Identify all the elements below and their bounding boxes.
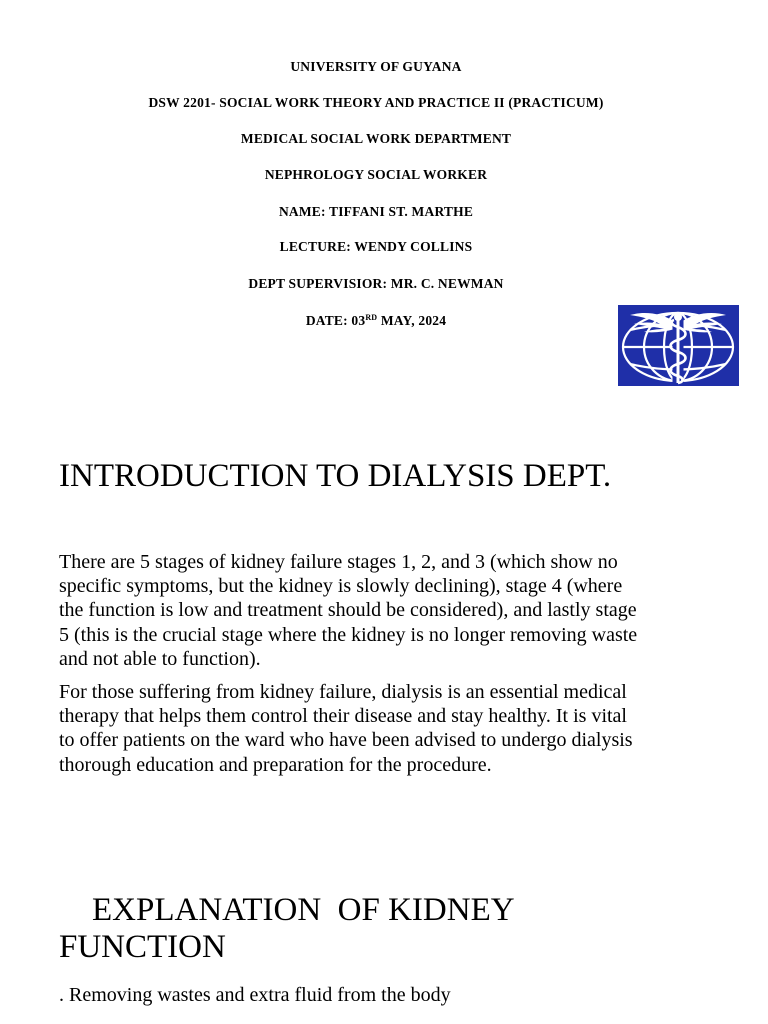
explanation-heading-line: FUNCTION: [59, 929, 226, 965]
student-name: NAME: TIFFANI ST. MARTHE: [278, 204, 474, 219]
explanation-heading-line: EXPLANATION OF KIDNEY: [59, 892, 515, 928]
intro-heading: INTRODUCTION TO DIALYSIS DEPT.: [59, 458, 612, 494]
role-title: NEPHROLOGY SOCIAL WORKER: [264, 167, 488, 182]
date-suffix: MAY, 2024: [377, 313, 447, 328]
university-name: UNIVERSITY OF GUYANA: [290, 59, 462, 74]
paragraph-line: to offer patients on the ward who have been advised to undergo dialysis: [59, 729, 633, 752]
paragraph-line: 5 (this is the crucial stage where the kidney is no longer removing waste: [59, 623, 638, 646]
date-ordinal: RD: [365, 313, 378, 322]
paragraph-line: There are 5 stages of kidney failure stages 1, 2, and 3 (which show no: [59, 551, 618, 573]
intro-paragraph-stages: [59, 550, 719, 671]
paragraph-line: For those suffering from kidney failure, dialysis is an essential medical: [59, 681, 627, 703]
course-title: DSW 2201- SOCIAL WORK THEORY AND PRACTICE II (PRACTICUM): [148, 95, 604, 110]
paragraph-line: thorough education and preparation for the procedure.: [59, 753, 492, 776]
paragraph-line: specific symptoms, but the kidney is slowly declining), stage 4 (where: [59, 575, 623, 598]
intro-paragraph-dialysis: [59, 680, 719, 777]
department-name: MEDICAL SOCIAL WORK DEPARTMENT: [240, 131, 512, 146]
date-prefix: DATE: 03: [305, 313, 366, 328]
medical-logo: [618, 305, 739, 386]
paragraph-line: therapy that helps them control their disease and stay healthy. It is vital: [59, 705, 627, 728]
kidney-function-item: . Removing wastes and extra fluid from the body: [59, 984, 451, 1006]
paragraph-line: the function is low and treatment should be considered), and lastly stage: [59, 599, 637, 622]
caduceus-globe-icon: [618, 305, 739, 386]
lecturer-name: LECTURE: WENDY COLLINS: [279, 239, 473, 254]
paragraph-line: and not able to function).: [59, 647, 261, 670]
supervisor-name: DEPT SUPERVISIOR: MR. C. NEWMAN: [248, 276, 504, 291]
document-header: [0, 0, 752, 340]
explanation-heading: [59, 892, 515, 966]
